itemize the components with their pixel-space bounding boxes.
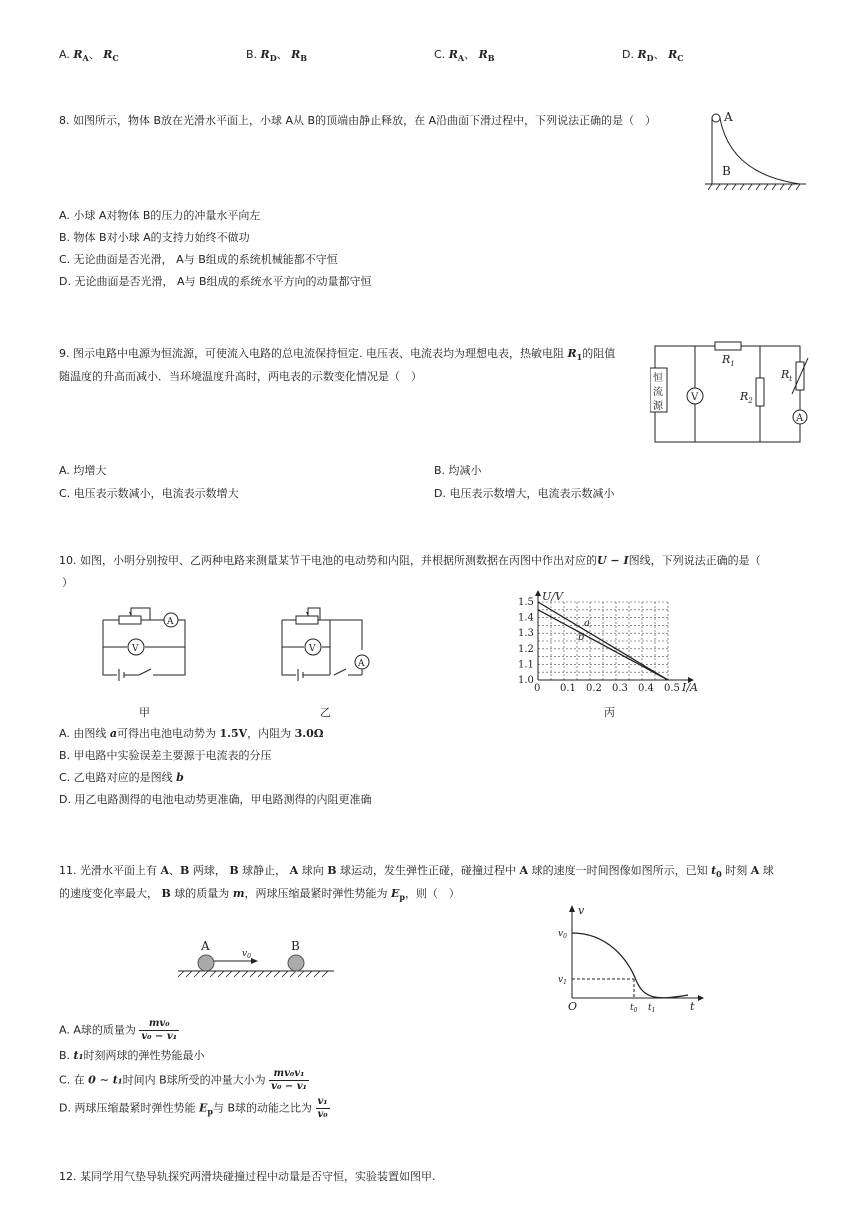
q9-stem-line2: 随温度的升高而减小．当环境温度升高时，两电表的示数变化情况是（ ） [59, 370, 422, 383]
q10-yi-ammeter: A [358, 659, 365, 669]
q9-option-b[interactable]: B. 均减小 [434, 464, 482, 477]
q8-options [59, 205, 372, 293]
series-label-b: b [578, 632, 585, 643]
q10-label-yi: 乙 [320, 706, 331, 719]
q11-origin: O [568, 1000, 578, 1013]
q11-a-fraction: $\frac{\text{mv₀}}{\text{v₀ − v₁}}$ [141, 1018, 178, 1042]
q11-c-fraction: $\frac{\text{mv₀v₁}}{\text{v₀ − v₁}}$ [271, 1068, 307, 1092]
q8-stem: 8. 如图所示，物体 B放在光滑水平面上，小球 A从 B的顶端由静止释放，在 A沿曲面下滑过程中，下列说法正确的是（ ） [59, 114, 657, 127]
q9-source-char2: 流 [653, 387, 663, 398]
q11-d-fraction: $\frac{\text{v₁}}{\text{v₀}}$ [317, 1096, 328, 1120]
q9-r1-label: $R_1$ [722, 353, 735, 368]
q11-stem-line2: 的速度变化率最大， B 球的质量为 m，两球压缩最紧时弹性势能为 $E_p$，则（ ） [59, 887, 460, 903]
q11-v0-tick: $v_0$ [558, 929, 567, 940]
q11-vt-graph [548, 900, 708, 1015]
x-axis-label: I/A [682, 681, 698, 694]
y-tick-label: 1.5 [518, 597, 534, 608]
q9-option-a[interactable]: A. 均增大 [59, 464, 107, 477]
q7-option-b[interactable]: B. $R_D$、 $R_B$ [246, 48, 308, 64]
x-tick-label: 0.2 [586, 683, 602, 694]
q11-stem-line1: 11. 光滑水平面上有 A、B 两球， B 球静止， A 球向 B 球运动，发生弹性正碰，碰撞过程中 A 球的速度一时间图像如图所示，已知 $t_0$ 时刻 A 球 [59, 864, 774, 880]
q11-t1-tick: $t_1$ [648, 1003, 656, 1014]
x-tick-label: 0.5 [664, 683, 680, 694]
q8-option-b[interactable]: B. 物体 B对小球 A的支持力始终不做功 [59, 231, 250, 244]
y-tick-label: 1.4 [518, 612, 534, 624]
y-tick-label: 1.3 [518, 628, 534, 640]
q11-option-a[interactable]: A. A球的质量为 $\frac{\text{mv₀}}{\text{v₀ − v₁}}$ [59, 1018, 178, 1042]
q7-option-d[interactable]: D. $R_D$、 $R_C$ [622, 48, 684, 64]
q8-label-b: B [722, 164, 731, 178]
q10-option-b[interactable]: B. 甲电路中实验误差主要源于电流表的分压 [59, 749, 272, 762]
q8-option-c[interactable]: C. 无论曲面是否光滑， A与 B组成的系统机械能都不守恒 [59, 253, 338, 266]
y-tick-label: 1.2 [518, 643, 534, 655]
q10-option-c[interactable]: C. 乙电路对应的是图线 b [59, 771, 184, 784]
q11-balls-figure [176, 935, 336, 985]
q11-option-d[interactable]: D. 两球压缩最紧时弹性势能 $E_p$与 B球的动能之比为 $\frac{\text{v₁}}{\text{v₀}}$ [59, 1096, 328, 1120]
q10-jia-voltmeter: V [132, 644, 139, 654]
q9-source-char3: 源 [653, 401, 663, 412]
series-line-a [538, 602, 668, 680]
q10-stem-line1: 10. 如图，小明分别按甲、乙两种电路来测量某节干电池的电动势和内阻，并根据所测数据在丙图中作出对应的U − I图线，下列说法正确的是（ [59, 554, 761, 567]
q9-r2-label: $R_2$ [740, 390, 753, 405]
q10-jia-ammeter: A [167, 617, 174, 627]
q10-circuit-jia [95, 600, 195, 690]
q9-stem-line1: 9. 图示电路中电源为恒流源，可使流入电路的总电流保持恒定. 电压表、电流表均为理想电表，热敏电阻 $R_1$的阻值 [59, 347, 616, 363]
q11-t0-tick: $t_0$ [630, 1003, 638, 1014]
q10-label-bing: 丙 [604, 706, 615, 719]
q11-v0-label: $v_0$ [242, 949, 251, 960]
q9-ammeter-label: A [796, 413, 804, 424]
q12-stem: 12. 某同学用气垫导轨探究两滑块碰撞过程中动量是否守恒，实验装置如图甲. [59, 1170, 436, 1183]
q7-option-c[interactable]: C. $R_A$、 $R_B$ [434, 48, 495, 64]
q7-option-a[interactable]: A. $R_A$、 $R_C$ [59, 48, 119, 64]
series-line-b [538, 610, 668, 680]
q11-ball-b-label: B [291, 939, 300, 953]
q8-option-d[interactable]: D. 无论曲面是否光滑， A与 B组成的系统水平方向的动量都守恒 [59, 275, 372, 288]
q9-option-c[interactable]: C. 电压表示数减小，电流表示数增大 [59, 487, 239, 500]
q8-figure [700, 104, 810, 194]
q11-axis-v: v [578, 904, 585, 917]
q9-source-char1: 恒 [653, 373, 663, 384]
series-label-a: a [584, 618, 590, 629]
y-tick-label: 1.1 [518, 659, 534, 671]
q10-label-jia: 甲 [139, 706, 150, 719]
y-axis-arrow [535, 590, 541, 596]
q9-rt-label: $R_t$ [781, 368, 793, 383]
q11-v1-tick: $v_1$ [558, 975, 567, 986]
q11-axis-t: t [690, 1000, 695, 1013]
q9-voltmeter-label: V [691, 392, 699, 403]
q10-options [59, 723, 371, 811]
q11-option-b[interactable]: B. t₁时刻两球的弹性势能最小 [59, 1049, 205, 1062]
y-axis-label: U/V [542, 590, 563, 603]
q11-option-c[interactable]: C. 在 0 ∼ t₁时间内 B球所受的冲量大小为 $\frac{\text{mv₀v₁}}{\text{v₀ − v₁}}$ [59, 1068, 307, 1092]
q10-stem-line2: ） [62, 576, 73, 589]
q8-option-a[interactable]: A. 小球 A对物体 B的压力的冲量水平向左 [59, 209, 261, 222]
q10-option-d[interactable]: D. 用乙电路测得的电池电动势更准确，甲电路测得的内阻更准确 [59, 793, 372, 806]
q11-ball-a-label: A [201, 939, 210, 953]
q10-option-a[interactable]: A. 由图线 a可得出电池电动势为 1.5V，内阻为 3.0Ω [59, 727, 324, 740]
q9-option-d[interactable]: D. 电压表示数增大，电流表示数减小 [434, 487, 615, 500]
x-tick-label: 0 [534, 683, 541, 694]
q10-yi-voltmeter: V [309, 644, 316, 654]
y-tick-label: 1.0 [518, 675, 534, 686]
q8-label-a: A [724, 110, 733, 124]
q10-circuit-yi [272, 600, 382, 690]
q9-circuit [650, 338, 815, 450]
x-tick-label: 0.3 [612, 683, 628, 694]
x-tick-label: 0.1 [560, 683, 576, 694]
x-tick-label: 0.4 [638, 683, 654, 694]
q10-ui-chart [508, 590, 708, 700]
